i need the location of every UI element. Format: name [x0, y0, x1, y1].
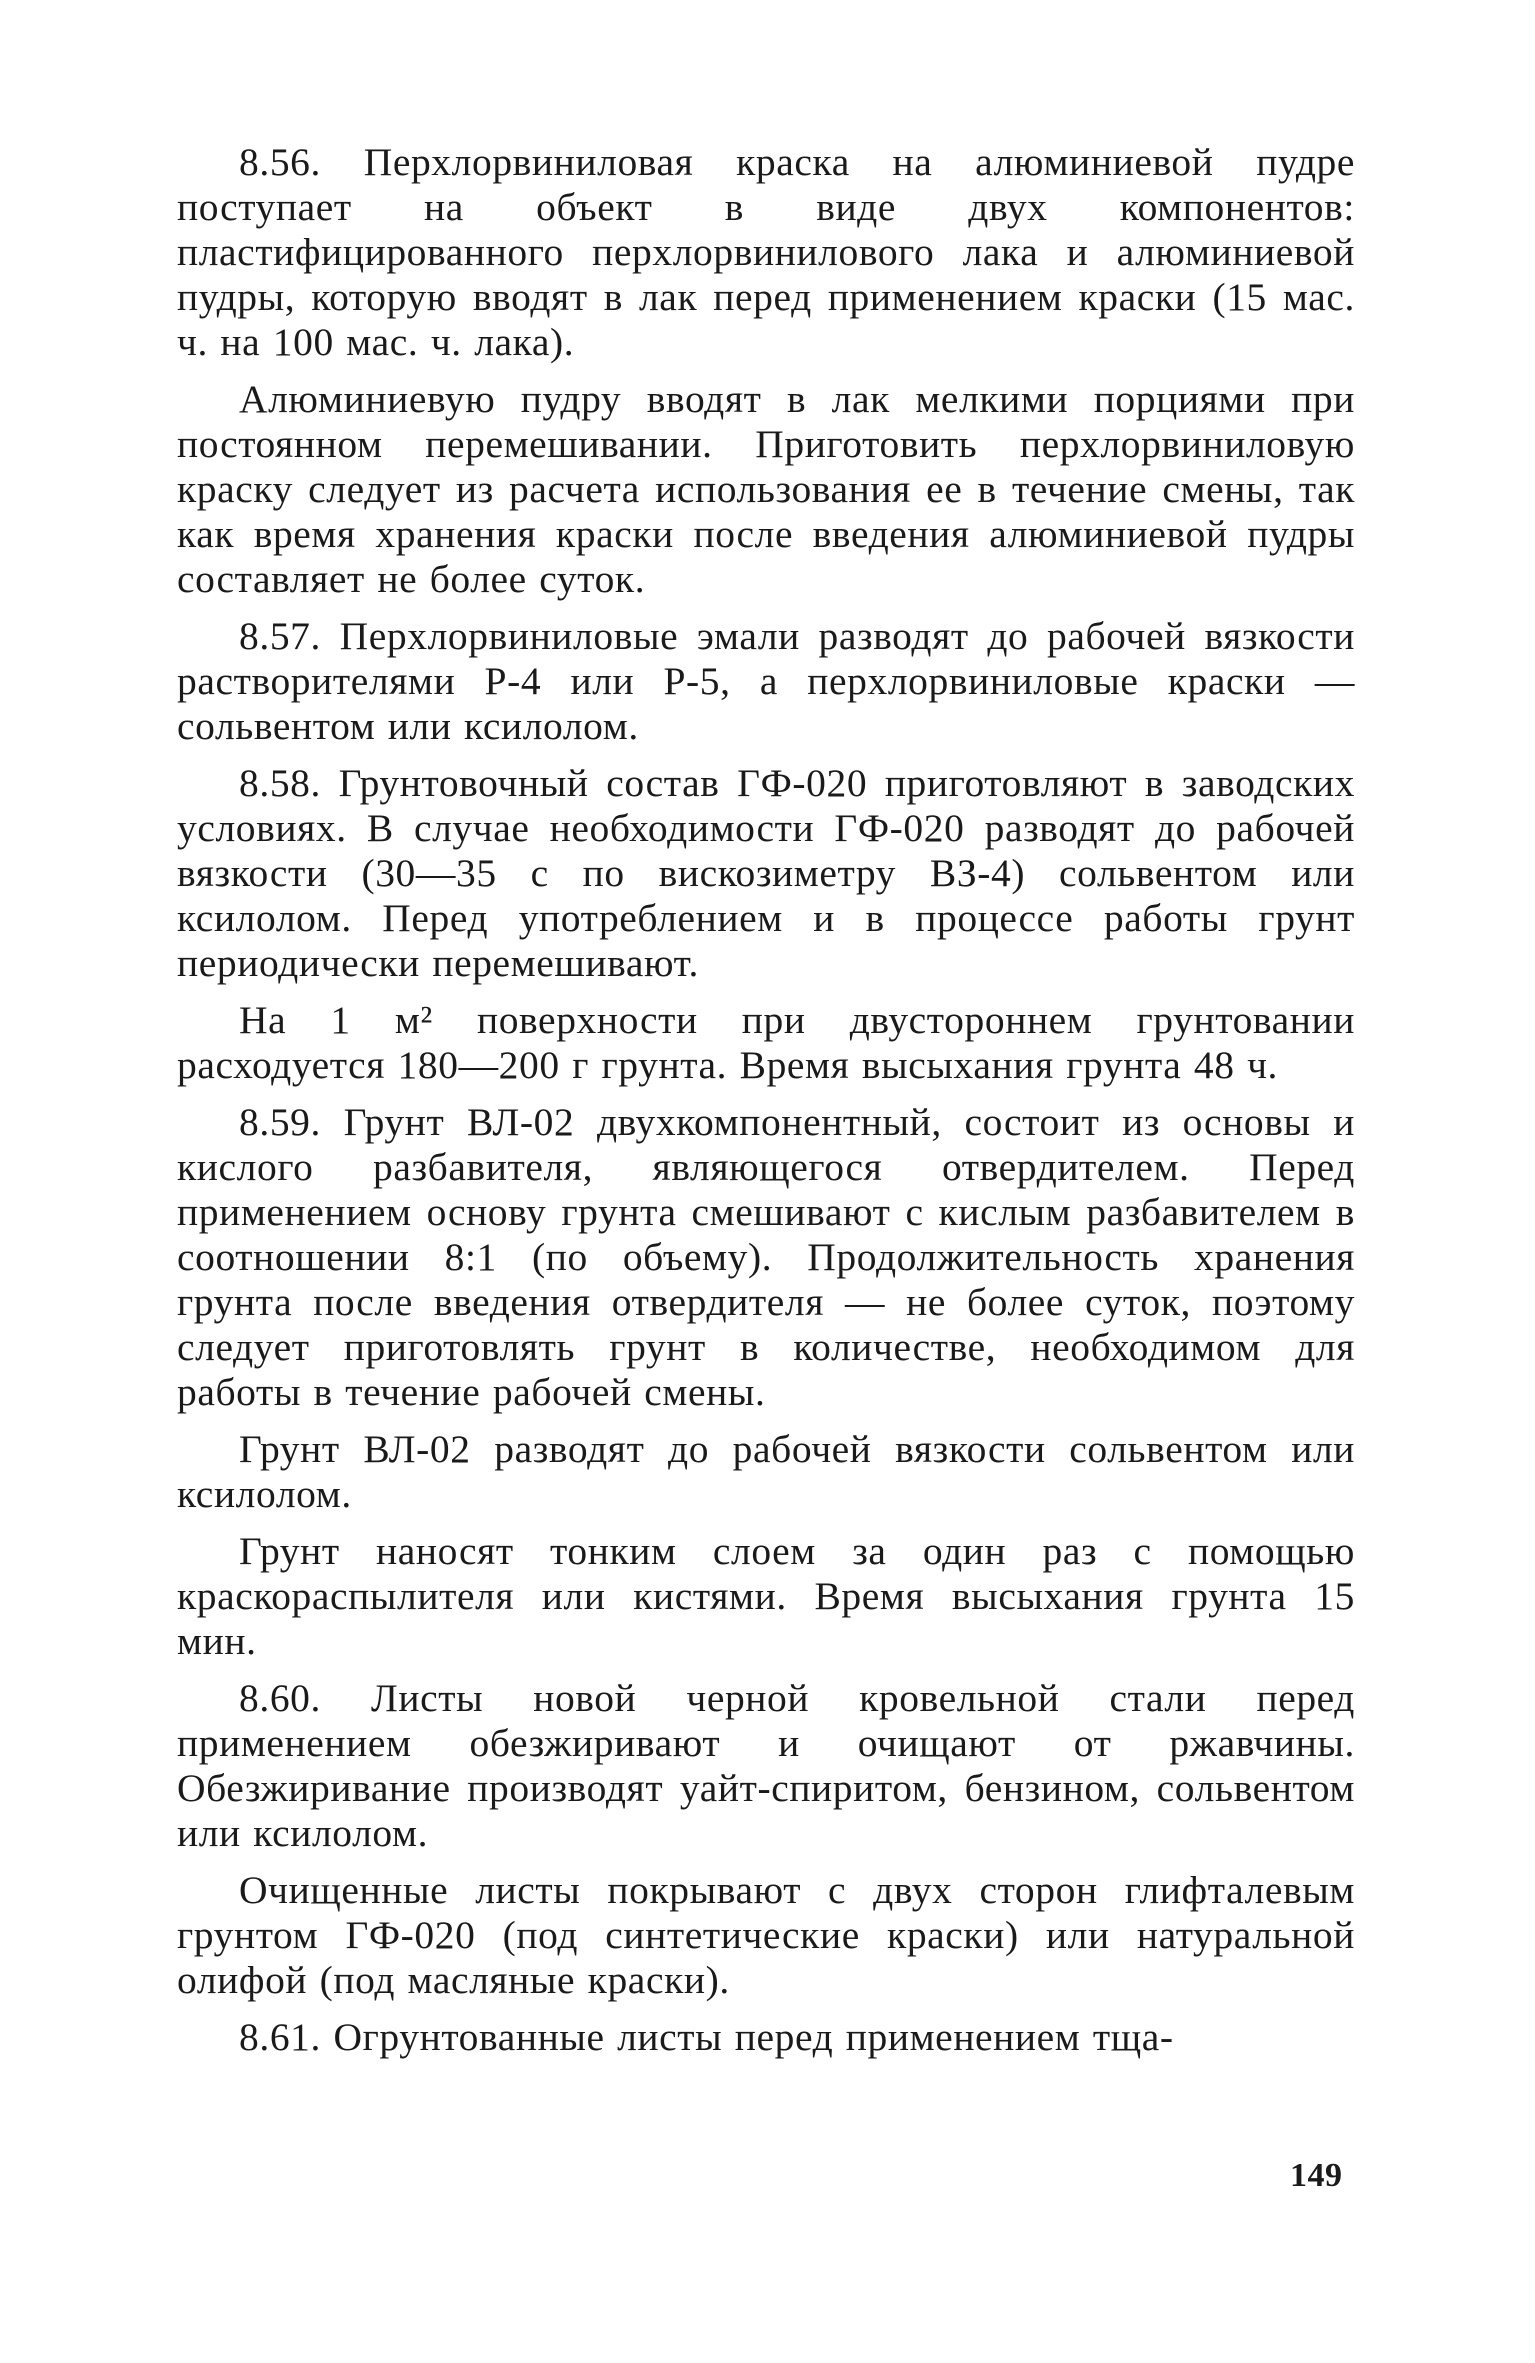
paragraph-8-61: 8.61. Огрунтованные листы перед применением тща-	[239, 2015, 1174, 2059]
paragraph-aluminium-powder: Алюминиевую пудру вводят в лак мелкими порциями при постоянном перемешивании. Приготовить перхлорвиниловую краску следует из расчета использования ее в течение смены, так как время хранения краски после введения алюминиевой пудры составляет не более суток.	[177, 377, 1355, 601]
paragraph-primer-consumption: На 1 м² поверхности при двустороннем грунтовании расходуется 180—200 г грунта. Время высыхания грунта 48 ч.	[177, 998, 1355, 1087]
page-text-body	[177, 140, 1355, 2060]
paragraph-8-58: 8.58. Грунтовочный состав ГФ-020 приготовляют в заводских условиях. В случае необходимости ГФ-020 разводят до рабочей вязкости (30—35 с по вискозиметру ВЗ-4) сольвентом или ксилолом. Перед употреблением и в процессе работы грунт периодически перемешивают.	[177, 761, 1355, 985]
paragraph-8-60: 8.60. Листы новой черной кровельной стали перед применением обезжиривают и очищают от ржавчины. Обезжиривание производят уайт-спиритом, бензином, сольвентом или ксилолом.	[177, 1676, 1355, 1855]
paragraph-vl02-application: Грунт наносят тонким слоем за один раз с помощью краскораспылителя или кистями. Время высыхания грунта 15 мин.	[177, 1529, 1355, 1663]
page-number: 149	[1290, 2157, 1343, 2194]
paragraph-8-57: 8.57. Перхлорвиниловые эмали разводят до рабочей вязкости растворителями Р-4 или Р-5, а перхлорвиниловые краски — сольвентом или ксилолом.	[177, 614, 1355, 748]
paragraph-vl02-dilution: Грунт ВЛ-02 разводят до рабочей вязкости сольвентом или ксилолом.	[177, 1427, 1355, 1516]
paragraph-8-59: 8.59. Грунт ВЛ-02 двухкомпонентный, состоит из основы и кислого разбавителя, являющегося отвердителем. Перед применением основу грунта смешивают с кислым разбавителем в соотношении 8:1 (по объему). Продолжительность хранения грунта после введения отвердителя — не более суток, поэтому следует приготовлять грунт в количестве, необходимом для работы в течение рабочей смены.	[177, 1100, 1355, 1414]
paragraph-8-56: 8.56. Перхлорвиниловая краска на алюминиевой пудре поступает на объект в виде двух компонентов: пластифицированного перхлорвинилового лака и алюминиевой пудры, которую вводят в лак перед применением краски (15 мас. ч. на 100 мас. ч. лака).	[177, 140, 1355, 364]
paragraph-cleaned-sheets: Очищенные листы покрывают с двух сторон глифталевым грунтом ГФ-020 (под синтетические краски) или натуральной олифой (под масляные краски).	[177, 1868, 1355, 2002]
